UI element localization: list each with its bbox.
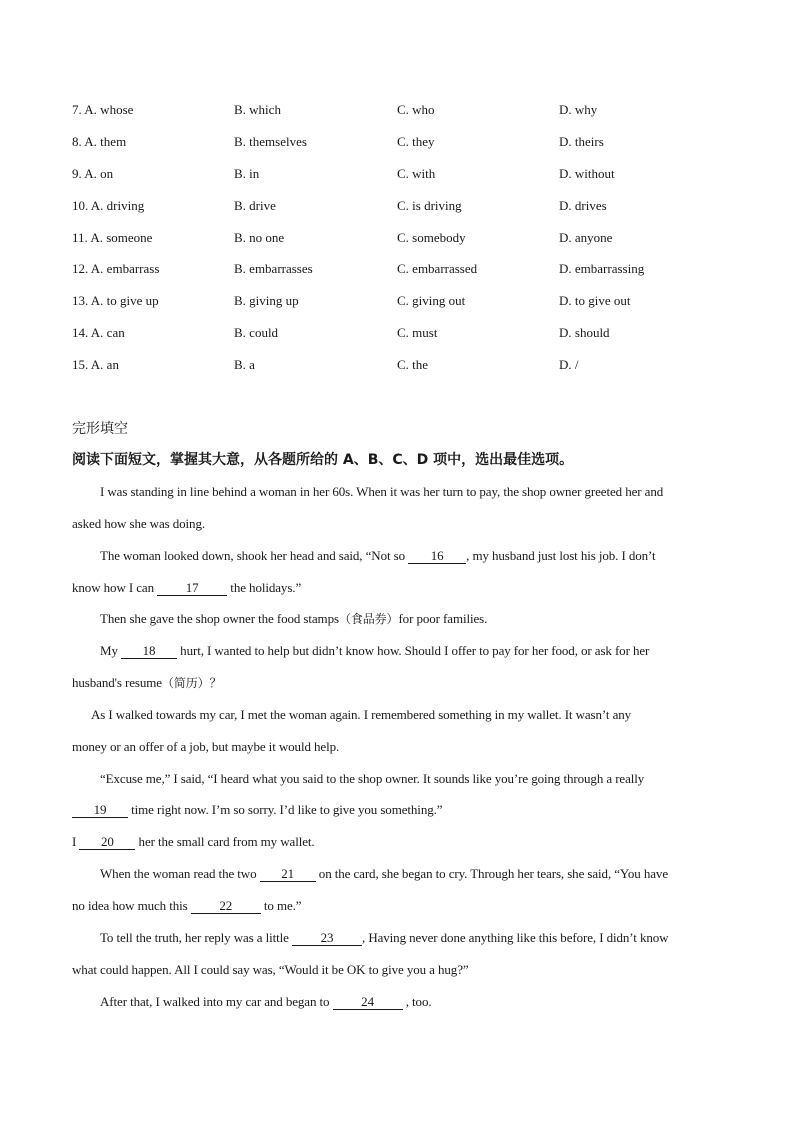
passage-line (72, 548, 732, 580)
passage-text: I (72, 834, 80, 850)
option-b: B. drive (234, 197, 276, 213)
passage-text: To tell the truth, her reply was a little (100, 929, 293, 945)
blank-16: 16 (408, 549, 466, 564)
question-row-9 (72, 166, 752, 198)
option-b: B. a (234, 357, 255, 373)
option-a-text: A. them (84, 133, 127, 149)
blank-21: 21 (260, 867, 316, 882)
passage-line (72, 834, 732, 866)
option-c: C. embarrassed (397, 261, 478, 277)
question-number: 13. (72, 293, 89, 309)
question-row-12 (72, 261, 752, 293)
question-number: 10. (72, 197, 89, 213)
option-a (72, 325, 125, 341)
option-c: C. giving out (397, 293, 466, 309)
cloze-passage (72, 484, 732, 1025)
passage-text: “Excuse me,” I said, “I heard what you said to the shop owner. It sounds like you’re going through a really (100, 770, 645, 786)
passage-line (72, 962, 732, 994)
passage-text: no idea how much this (72, 897, 191, 913)
option-a-text: A. to give up (90, 293, 159, 309)
question-row-8 (72, 134, 752, 166)
question-row-15 (72, 357, 752, 389)
passage-line (72, 930, 732, 962)
option-b: B. embarrasses (234, 261, 313, 277)
option-c: C. who (397, 102, 435, 117)
option-c: C. somebody (397, 229, 466, 245)
option-a (72, 261, 159, 277)
passage-text: , Having never done anything like this before, I didn’t know (362, 929, 669, 945)
option-d: D. drives (559, 197, 607, 213)
passage-text: know how I can (72, 579, 158, 595)
answer-options-list (72, 102, 752, 389)
passage-line (72, 739, 732, 771)
option-c: C. must (397, 325, 438, 341)
option-a (72, 293, 159, 309)
option-a-text: A. whose (84, 102, 134, 117)
passage-text: As I walked towards my car, I met the woman again. I remembered something in my wallet. It wasn’t any (91, 706, 632, 722)
passage-text: hurt, I wanted to help but didn’t know how. Should I offer to pay for her food, or ask for her (177, 643, 650, 659)
passage-text: , my husband just lost his job. I don’t (466, 547, 656, 563)
option-d: D. embarrassing (559, 261, 645, 277)
passage-text: the holidays.” (227, 579, 302, 595)
option-d: D. theirs (559, 133, 604, 149)
passage-line (72, 707, 732, 739)
blank-22: 22 (191, 899, 261, 914)
passage-text: When the woman read the two (100, 866, 260, 882)
passage-line (72, 643, 732, 675)
section-instruction: 阅读下面短文，掌握其大意，从各题所给的 A、B、C、D 项中，选出最佳选项。 (72, 452, 574, 468)
passage-text: what could happen. All I could say was, “Would it be OK to give you a hug?” (72, 961, 469, 977)
blank-20: 20 (79, 835, 135, 850)
question-row-14 (72, 325, 752, 357)
passage-text: husband's resume (72, 675, 162, 691)
option-a-text: A. on (84, 165, 114, 181)
option-a (72, 102, 133, 118)
option-a-text: A. someone (90, 229, 153, 245)
blank-17: 17 (157, 581, 227, 596)
question-number: 12. (72, 261, 89, 277)
question-number: 8. (72, 133, 82, 149)
option-d: D. / (559, 357, 579, 373)
option-a (72, 134, 126, 150)
question-number: 9. (72, 165, 82, 181)
passage-text: The woman looked down, shook her head and said, “Not so (100, 547, 409, 563)
passage-line (72, 484, 732, 516)
option-a (72, 357, 119, 373)
question-row-7 (72, 102, 752, 134)
blank-24: 24 (333, 995, 403, 1010)
option-c: C. the (397, 357, 429, 373)
option-a-text: A. an (90, 357, 119, 373)
question-row-11 (72, 230, 752, 262)
option-d: D. should (559, 325, 610, 341)
question-row-13 (72, 293, 752, 325)
passage-line (72, 611, 732, 643)
passage-text: asked how she was doing. (72, 515, 205, 531)
option-d: D. to give out (559, 293, 631, 309)
option-c: C. with (397, 165, 436, 181)
passage-text-chinese: （简历）？ (161, 676, 222, 691)
passage-line (72, 580, 732, 612)
option-a (72, 166, 113, 182)
passage-text: to me.” (260, 897, 302, 913)
option-b: B. which (234, 102, 281, 117)
passage-text-chinese: （食品券） (338, 612, 399, 627)
passage-text: , too. (402, 993, 432, 1009)
option-a-text: A. can (90, 325, 125, 341)
question-number: 14. (72, 325, 89, 341)
option-b: B. no one (234, 229, 285, 245)
passage-text: Then she gave the shop owner the food stamps (100, 611, 339, 627)
passage-text: for poor families. (398, 611, 488, 627)
option-a (72, 198, 144, 214)
passage-line (72, 771, 732, 803)
passage-line (72, 802, 732, 834)
option-c: C. they (397, 133, 435, 149)
option-a (72, 230, 152, 246)
question-row-10 (72, 198, 752, 230)
passage-line (72, 866, 732, 898)
passage-text: money or an offer of a job, but maybe it would help. (72, 738, 340, 754)
passage-text: time right now. I’m so sorry. I’d like to give you something.” (128, 802, 443, 818)
option-b: B. could (234, 325, 279, 341)
option-a-text: A. embarrass (90, 261, 160, 277)
passage-text: on the card, she began to cry. Through her tears, she said, “You have (315, 866, 668, 882)
passage-text: her the small card from my wallet. (135, 834, 315, 850)
option-d: D. why (559, 102, 598, 117)
blank-19: 19 (72, 803, 128, 818)
passage-text: My (100, 643, 122, 659)
passage-line (72, 675, 732, 707)
option-d: D. anyone (559, 229, 613, 245)
option-c: C. is driving (397, 197, 462, 213)
option-b: B. themselves (234, 133, 307, 149)
option-d: D. without (559, 165, 615, 181)
option-a-text: A. driving (90, 197, 145, 213)
option-b: B. in (234, 165, 260, 181)
blank-23: 23 (292, 931, 362, 946)
passage-line (72, 516, 732, 548)
option-b: B. giving up (234, 293, 299, 309)
passage-line (72, 994, 732, 1026)
passage-text: After that, I walked into my car and began to (100, 993, 333, 1009)
question-number: 15. (72, 357, 89, 373)
question-number: 7. (72, 102, 82, 117)
blank-18: 18 (121, 644, 177, 659)
passage-text: I was standing in line behind a woman in her 60s. When it was her turn to pay, the shop owner greeted her and (100, 484, 664, 499)
passage-line (72, 898, 732, 930)
question-number: 11. (72, 229, 88, 245)
section-title: 完形填空 (72, 421, 128, 437)
